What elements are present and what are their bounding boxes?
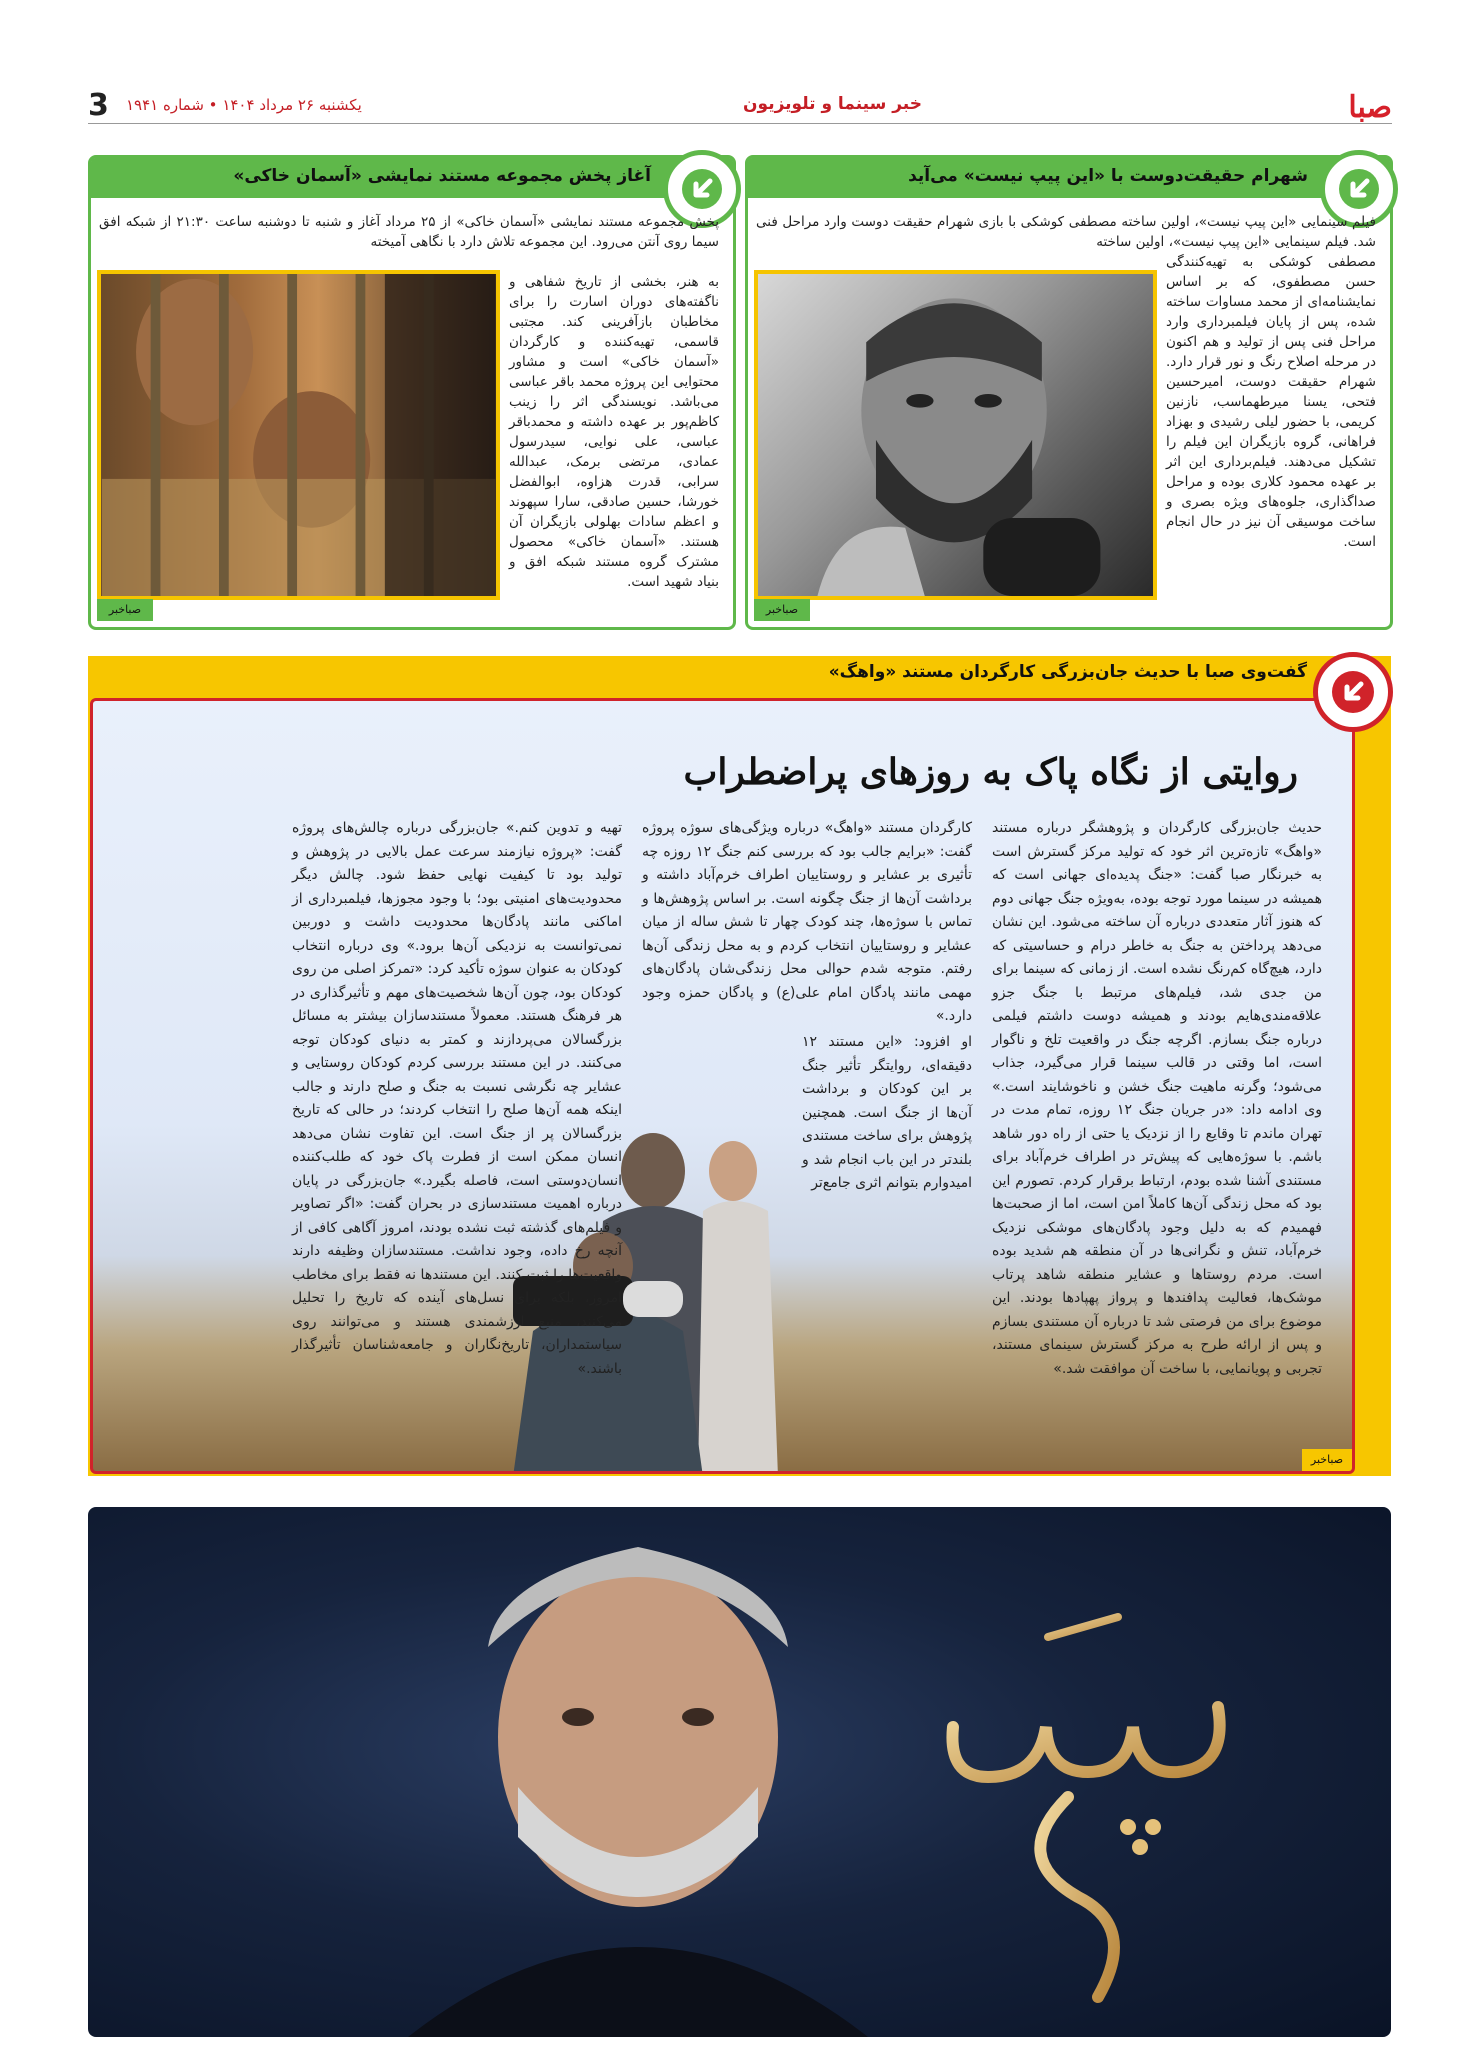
news-lead: پخش مجموعه مستند نمایشی «آسمان خاکی» از ۲۵ مرداد آغاز و شنبه تا دوشنبه ساعت ۲۱:۳۰ از شبکه افق سیما روی آنتن می‌رود. این مجموعه تلاش دارد با نگاهی آمیخته	[99, 214, 719, 250]
poster-illustration	[101, 274, 496, 596]
news-body: مصطفی کوشکی به تهیه‌کنندگی حسن مصطفوی، که بر اساس نمایشنامه‌ای از محمد مساوات ساخته شده، پس از پایان فیلمبرداری وارد مراحل فنی پس از تولید و هم اکنون در مرحله اصلاح رنگ و نور قرار دارد. شهرام حقیقت دوست، امیرحسین فتحی، یسنا میرطهماسب، نازنین کریمی، با حضور لیلی رشیدی و بهزاد فراهانی، گروه بازیگران این فیلم را تشکیل می‌دهند. فیلم‌برداری این اثر بر عهده محمود کلاری بوده و مراحل صداگذاری، جلوه‌های ویژه بصری و ساخت موسیقی آن نیز در حال انجام است.	[1166, 254, 1376, 550]
feature-kicker[interactable]: گفت‌وی صبا با حدیث جان‌بزرگی کارگردان مستند «واهگ»	[828, 662, 1307, 682]
logo[interactable]: صبا	[1348, 90, 1392, 125]
news-box-left	[88, 155, 736, 630]
news-body: به هنر، بخشی از تاریخ شفاهی و ناگفته‌های دوران اسارت را برای مخاطبان بازآفرینی کند. مجتبی قاسمی، تهیه‌کننده و کارگردان «آسمان خاکی» است و مشاور محتوایی این پروژه محمد باقر عباسی می‌باشد. نویسندگی اثر را زینب کاظم‌پور بر عهده داشته و محمدباقر عباسی، علی نوایی، سیدرسول عمادی، مرتضی برمک، عبدالله سرابی، قدرت هزاوه، ابوالفضل خورشا، حسین صادقی، سارا سپهوند و اعظم سادات بهلولی بازیگران آن هستند. «آسمان خاکی» محصول مشترک گروه مستند شبکه افق و بنیاد شهید است.	[509, 274, 719, 590]
feature-column-3: تهیه و تدوین کنم.» جان‌بزرگی درباره چالش‌های پروژه گفت: «پروژه نیازمند سرعت عمل بالایی در پژوهش و تولید بود تا کیفیت نهایی حفظ شود. چالش دیگر محدودیت‌های امنیتی بود؛ با وجود مجوزها، فیلمبرداری از اماکنی مانند پادگان‌ها محدودیت داشت و دوربین نمی‌توانست به نزدیکی آن‌ها برود.» وی درباره انتخاب کودکان به عنوان سوژه تأکید کرد: «تمرکز اصلی من روی کودکان بود، چون آن‌ها شخصیت‌های مهم و تأثیرگذاری در هر فرهنگ هستند. معمولاً مستندسازان بیشتر به مسائل بزرگسالان می‌پردازند و کمتر به دنیای کودکان توجه می‌کنند. در این مستند بررسی کردم کودکان روستایی و عشایر چه نگرشی نسبت به جنگ و صلح دارند و جالب اینکه همه آن‌ها صلح را انتخاب کردند؛ در حالی که تاریخ بزرگسالان پر از جنگ است. این تفاوت نشان می‌دهد انسان ممکن است از فطرت پاک خود که طلب‌کننده انسان‌دوستی است، فاصله بگیرد.» جان‌بزرگی در پایان درباره اهمیت مستندسازی در بحران گفت: «اگر تصاویر و فیلم‌های گذشته ثبت نشده بودند، امروز آگاهی کافی از آنچه رخ داده، وجود نداشت. مستندسازان وظیفه دارند واقعیت‌ها را ثبت کنند. این مستندها نه فقط برای مخاطب امروز، بلکه برای نسل‌های آینده که تاریخ را تحلیل می‌کنند، منبع ارزشمندی هستند و می‌توانند روی سیاستمداران، تاریخ‌نگاران و جامعه‌شناسان تأثیرگذار باشند.»	[292, 820, 622, 1377]
feature-column-1: حدیث جان‌بزرگی کارگردان و پژوهشگر درباره مستند «واهگ» تازه‌ترین اثر خود که تولید مرکز گسترش است به خبرنگار صبا گفت: «جنگ پدیده‌ای جهانی است که همیشه در سینما مورد توجه بوده، به‌ویژه جنگ جهانی دوم که هنوز آثار متعددی درباره آن ساخته می‌شود. این نشان می‌دهد پرداختن به جنگ به خاطر درام و حساسیتی که دارد، هیچ‌گاه کم‌رنگ نشده است. از زمانی که سینما برای من جدی شد، فیلم‌های مرتبط با جنگ جزو علاقه‌مندی‌هایم بودند و همیشه دوست داشتم فیلمی درباره جنگ بسازم. اگرچه جنگ در واقعیت تلخ و ناگوار است، اما وقتی در قالب سینما قرار می‌گیرد، جذاب می‌شود؛ وگرنه ماهیت جنگ خشن و ناخوشایند است.» وی ادامه داد: «در جریان جنگ ۱۲ روزه، تمام مدت در تهران ماندم تا وقایع را از نزدیک یا حتی از راه دور شاهد باشم. با سوژه‌هایی که پیش‌تر در اطراف خرم‌آباد برای مستندی آشنا شده بودم، ارتباط برقرار کردم. تصورم این بود که محل زندگی آن‌ها کاملاً امن است، اما از صحبت‌ها فهمیدم که به دلیل وجود پادگان‌های موشکی نزدیک خرم‌آباد، تنش و نگرانی‌ها در آن منطقه هم شدید بوده است. مردم روستاها و عشایر منطقه شاهد پرتاب موشک‌ها، فعالیت پدافندها و پرواز پهپادها بودند. این موضوع برای من فرصتی شد تا درباره آن مستندی بسازم و پس از ارائه طرح به مرکز گسترش سینمای مستند، تجربی و پویانمایی، با ساخت آن موافقت شد.»	[992, 820, 1322, 1377]
news-title-bar	[91, 158, 733, 198]
news-title[interactable]: شهرام حقیقت‌دوست با «این پیپ نیست» می‌آید	[908, 166, 1308, 186]
news-title-bar	[748, 158, 1390, 198]
arrow-icon	[688, 175, 716, 203]
news-title[interactable]: آغاز پخش مجموعه مستند نمایشی «آسمان خاکی»	[233, 166, 651, 186]
photo-credit: صباخبر	[754, 599, 810, 621]
feature-column-2-top: کارگردان مستند «واهگ» درباره ویژگی‌های سوژه پروژه گفت: «برایم جالب بود که بررسی کنم جنگ ۱۲ روزه چه تأثیری بر عشایر و روستاییان اطراف خرم‌آباد داشته و برداشت آن‌ها از جنگ چگونه است. بر اساس پژوهش‌ها و تماس با سوژه‌ها، چند کودک چهار تا شش ساله از میان عشایر و روستاییان انتخاب کردم و به محل زندگی آن‌ها رفتم. متوجه شدم حوالی محل زندگی‌شان پادگان‌های مهمی مانند پادگان امام علی(ع) و پادگان حمزه وجود دارد.»	[642, 820, 972, 1024]
news-lead: فیلم سینمایی «این پیپ نیست»، اولین ساخته مصطفی کوشکی با بازی شهرام حقیقت دوست وارد مراحل فنی شد. فیلم سینمایی «این پیپ نیست»، اولین ساخته	[756, 214, 1376, 250]
arrow-icon	[1345, 175, 1373, 203]
ad-portrait	[258, 1507, 1018, 2037]
feature-column-2-bottom: او افزود: «این مستند ۱۲ دقیقه‌ای، روایتگر تأثیر جنگ بر این کودکان و برداشت آن‌ها از جنگ است. همچنین پژوهش برای ساخت مستندی بلندتر در این باب انجام شد و امیدوارم بتوانم اثری جامع‌تر	[802, 1034, 972, 1191]
arrow-icon	[1339, 678, 1367, 706]
page-header	[88, 88, 1392, 124]
feature-interview	[88, 656, 1391, 1476]
photo-credit: صباخبر	[1302, 1449, 1352, 1471]
news-photo-portrait	[754, 270, 1157, 600]
feature-panel	[90, 698, 1355, 1474]
feature-headline[interactable]: روایتی از نگاه پاک به روزهای پراضطراب	[683, 751, 1298, 793]
portrait-illustration	[758, 274, 1153, 596]
issue-info: یکشنبه ۲۶ مرداد ۱۴۰۴ • شماره ۱۹۴۱	[126, 96, 362, 114]
section-title: خبر سینما و تلویزیون	[743, 94, 922, 114]
advertisement[interactable]	[88, 1507, 1391, 2037]
ad-calligraphy-logo	[928, 1597, 1248, 2017]
page-number: 3	[88, 88, 109, 123]
photo-credit: صباخبر	[97, 599, 153, 621]
news-photo-poster	[97, 270, 500, 600]
arrow-badge	[1313, 652, 1393, 732]
news-box-right	[745, 155, 1393, 630]
